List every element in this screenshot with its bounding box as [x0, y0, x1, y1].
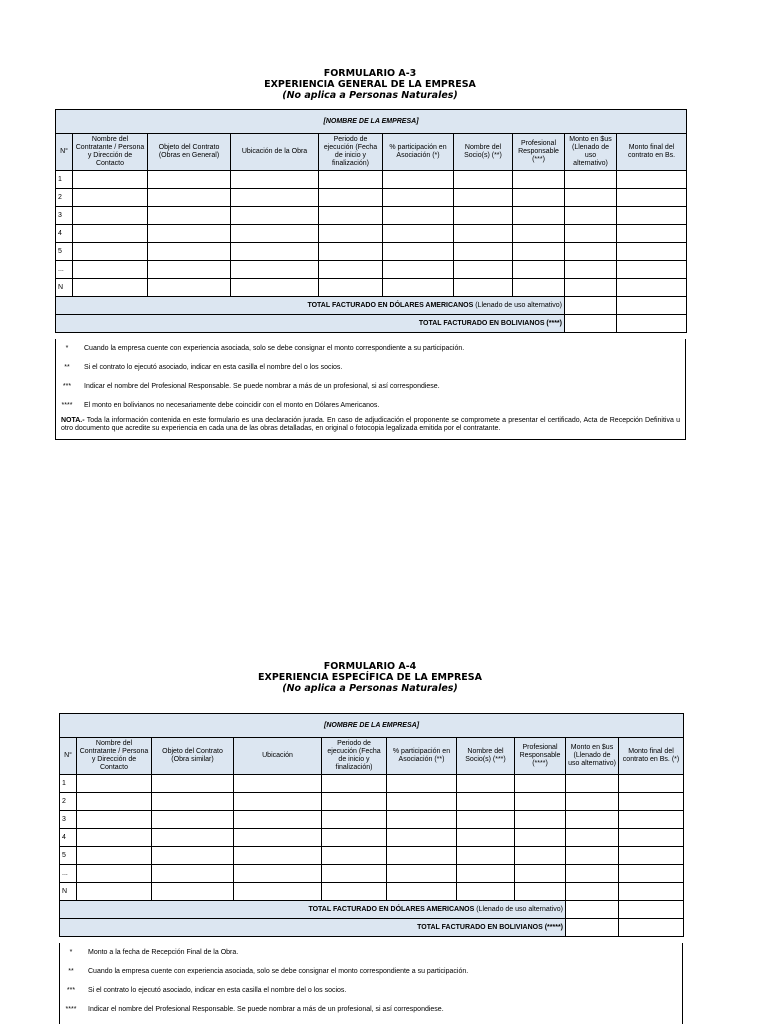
table-cell[interactable] [565, 171, 617, 189]
total-bs-cell[interactable] [619, 919, 684, 937]
col-header: Monto final del contrato en Bs. (*) [619, 738, 684, 775]
table-cell[interactable] [513, 261, 565, 279]
table-row [60, 847, 684, 865]
table-cell[interactable] [566, 829, 619, 847]
form-a3-rows [56, 171, 687, 297]
row-number: 1 [60, 775, 77, 793]
table-row [56, 207, 687, 225]
table-cell[interactable] [617, 243, 687, 261]
row-number: N [60, 883, 77, 901]
form-a4-subtitle: EXPERIENCIA ESPECÍFICA DE LA EMPRESA [258, 672, 482, 683]
table-cell[interactable] [73, 225, 148, 243]
table-cell[interactable] [565, 225, 617, 243]
table-cell[interactable] [148, 207, 231, 225]
table-cell[interactable] [457, 865, 515, 883]
row-number: ... [60, 865, 77, 883]
table-cell[interactable] [322, 775, 387, 793]
col-header: Ubicación de la Obra [231, 134, 319, 171]
form-a4-column-headers [60, 738, 684, 775]
form-a3-column-headers [56, 134, 687, 171]
table-cell[interactable] [454, 207, 513, 225]
table-cell[interactable] [319, 189, 383, 207]
table-cell[interactable] [454, 189, 513, 207]
col-header: Monto en $us (Llenado de uso alternativo) [566, 738, 619, 775]
form-a4-company-name[interactable]: [NOMBRE DE LA EMPRESA] [60, 714, 684, 738]
table-cell[interactable] [148, 189, 231, 207]
row-number: 3 [56, 207, 73, 225]
table-cell[interactable] [617, 171, 687, 189]
col-header: Nombre del Contratante / Persona y Dirección de Contacto [77, 738, 152, 775]
table-cell[interactable] [383, 261, 454, 279]
table-cell[interactable] [515, 883, 566, 901]
table-cell[interactable] [387, 883, 457, 901]
table-row [56, 279, 687, 297]
table-cell[interactable] [73, 279, 148, 297]
table-cell[interactable] [619, 775, 684, 793]
row-number: 2 [56, 189, 73, 207]
table-cell[interactable] [234, 793, 322, 811]
table-cell[interactable] [152, 793, 234, 811]
table-cell[interactable] [457, 811, 515, 829]
table-row [56, 225, 687, 243]
table-cell[interactable] [234, 775, 322, 793]
table-cell[interactable] [152, 883, 234, 901]
form-a3-table [55, 109, 687, 333]
table-cell[interactable] [387, 847, 457, 865]
form-a3-total-usd-row [56, 297, 687, 315]
col-header: Profesional Responsable (***) [513, 134, 565, 171]
col-header: Periodo de ejecución (Fecha de inicio y finalización) [322, 738, 387, 775]
table-cell[interactable] [77, 775, 152, 793]
table-cell[interactable] [513, 207, 565, 225]
table-row [56, 243, 687, 261]
table-cell[interactable] [148, 171, 231, 189]
table-cell[interactable] [457, 847, 515, 865]
table-cell[interactable] [77, 883, 152, 901]
form-a4-table [59, 713, 684, 937]
table-cell[interactable] [73, 171, 148, 189]
col-header: N° [56, 134, 73, 171]
table-cell[interactable] [513, 189, 565, 207]
table-cell[interactable] [152, 847, 234, 865]
table-cell[interactable] [515, 865, 566, 883]
table-row [56, 171, 687, 189]
form-a4-header [0, 661, 740, 694]
table-cell[interactable] [457, 775, 515, 793]
table-cell[interactable] [566, 847, 619, 865]
table-cell[interactable] [387, 829, 457, 847]
table-cell[interactable] [383, 279, 454, 297]
table-cell[interactable] [566, 865, 619, 883]
total-bs-usd-cell[interactable] [566, 919, 619, 937]
table-row [60, 829, 684, 847]
table-cell[interactable] [383, 189, 454, 207]
table-cell[interactable] [148, 279, 231, 297]
table-cell[interactable] [319, 207, 383, 225]
table-cell[interactable] [617, 279, 687, 297]
total-bs-label: TOTAL FACTURADO EN BOLIVIANOS (*****) [60, 919, 566, 937]
form-a3-nota: NOTA.- Toda la información contenida en este formulario es una declaración jurada. En caso de adjudicación el proponente se compromete a presentar el certificado, Acta de Recepción Definitiva u otro documento que acredite su experiencia en cada una de las obras detalladas, en original o fotocopia legalizada emitida por el contratante. [61, 417, 680, 432]
form-a4-rows [60, 775, 684, 901]
table-cell[interactable] [565, 207, 617, 225]
table-cell[interactable] [566, 793, 619, 811]
col-header: Nombre del Contratante / Persona y Dirección de Contacto [73, 134, 148, 171]
table-cell[interactable] [617, 189, 687, 207]
table-cell[interactable] [148, 243, 231, 261]
table-cell[interactable] [73, 261, 148, 279]
table-cell[interactable] [565, 189, 617, 207]
table-cell[interactable] [619, 847, 684, 865]
table-cell[interactable] [77, 847, 152, 865]
table-cell[interactable] [231, 189, 319, 207]
table-cell[interactable] [231, 243, 319, 261]
table-cell[interactable] [454, 243, 513, 261]
row-number: ... [56, 261, 73, 279]
form-a3-total-bs-row [56, 315, 687, 333]
form-a4-total-usd-row [60, 901, 684, 919]
col-header: N° [60, 738, 77, 775]
form-a3-notes: * Cuando la empresa cuente con experiencia asociada, solo se debe consignar el monto correspondiente a su participación. ** Si el contrato lo ejecutó asociado, indicar en esta casilla el nombre del o los socios. *** Indicar el nombre del Profesional Responsable. Se puede nombrar a más de un profesional, si así correspondiese. **** El monto en bolivianos no necesariamente debe coincidir con el monto en Dólares Americanos. NOTA.- Toda la información contenida en este formulario es una declaración jurada. En caso de adjudicación el proponente se compromete a presentar el certificado, Acta de Recepción Definitiva u otro documento que acredite su experiencia en cada una de las obras detalladas, en original o fotocopia legalizada emitida por el contratante. [55, 339, 686, 440]
form-a3-header [0, 68, 740, 101]
table-cell[interactable] [566, 811, 619, 829]
table-cell[interactable] [515, 811, 566, 829]
row-number: 3 [60, 811, 77, 829]
table-cell[interactable] [513, 243, 565, 261]
form-a4-note: (No aplica a Personas Naturales) [282, 683, 458, 694]
table-row [60, 883, 684, 901]
table-cell[interactable] [152, 811, 234, 829]
table-row [56, 189, 687, 207]
table-cell[interactable] [319, 225, 383, 243]
col-header: Nombre del Socio(s) (***) [457, 738, 515, 775]
table-cell[interactable] [387, 793, 457, 811]
table-cell[interactable] [231, 279, 319, 297]
row-number: 1 [56, 171, 73, 189]
table-cell[interactable] [515, 775, 566, 793]
table-cell[interactable] [231, 171, 319, 189]
table-cell[interactable] [566, 775, 619, 793]
table-cell[interactable] [387, 775, 457, 793]
row-number: 4 [60, 829, 77, 847]
form-a3-company-name[interactable]: [NOMBRE DE LA EMPRESA] [56, 110, 687, 134]
col-header: Monto final del contrato en Bs. [617, 134, 687, 171]
table-cell[interactable] [234, 829, 322, 847]
table-cell[interactable] [387, 865, 457, 883]
total-usd-cell[interactable] [565, 297, 617, 315]
table-cell[interactable] [73, 243, 148, 261]
table-cell[interactable] [565, 279, 617, 297]
table-cell[interactable] [319, 171, 383, 189]
total-bs-cell[interactable] [617, 315, 687, 333]
total-bs-usd-cell[interactable] [565, 315, 617, 333]
table-cell[interactable] [387, 811, 457, 829]
table-cell[interactable] [617, 261, 687, 279]
table-row [60, 865, 684, 883]
table-cell[interactable] [383, 207, 454, 225]
table-cell[interactable] [515, 793, 566, 811]
table-cell[interactable] [619, 829, 684, 847]
row-number: 2 [60, 793, 77, 811]
table-cell[interactable] [513, 171, 565, 189]
table-cell[interactable] [231, 225, 319, 243]
table-row [56, 261, 687, 279]
table-cell[interactable] [454, 261, 513, 279]
table-cell[interactable] [319, 279, 383, 297]
form-a4-notes: * Monto a la fecha de Recepción Final de la Obra. ** Cuando la empresa cuente con experiencia asociada, solo se debe consignar el monto correspondiente a su participación. *** Si el contrato lo ejecutó asociado, indicar en esta casilla el nombre del o los socios. **** Indicar el nombre del Profesional Responsable. Se puede nombrar a más de un profesional, si así correspondiese. [59, 943, 683, 1024]
form-a4-total-bs-row [60, 919, 684, 937]
table-cell[interactable] [565, 261, 617, 279]
row-number: N [56, 279, 73, 297]
col-header: Profesional Responsable (****) [515, 738, 566, 775]
table-cell[interactable] [383, 171, 454, 189]
table-cell[interactable] [322, 865, 387, 883]
total-usd-cell[interactable] [566, 901, 619, 919]
table-cell[interactable] [383, 225, 454, 243]
table-row [60, 793, 684, 811]
table-cell[interactable] [617, 225, 687, 243]
table-cell[interactable] [73, 189, 148, 207]
total-usd-label: TOTAL FACTURADO EN DÓLARES AMERICANOS (Llenado de uso alternativo) [60, 901, 566, 919]
table-cell[interactable] [152, 865, 234, 883]
table-cell[interactable] [234, 847, 322, 865]
col-header: Ubicación [234, 738, 322, 775]
table-cell[interactable] [322, 811, 387, 829]
row-number: 4 [56, 225, 73, 243]
table-cell[interactable] [319, 261, 383, 279]
table-cell[interactable] [566, 883, 619, 901]
table-cell[interactable] [234, 811, 322, 829]
table-cell[interactable] [454, 279, 513, 297]
col-header: Periodo de ejecución (Fecha de inicio y finalización) [319, 134, 383, 171]
table-row [60, 811, 684, 829]
total-usd-label: TOTAL FACTURADO EN DÓLARES AMERICANOS (Llenado de uso alternativo) [56, 297, 565, 315]
total-usd-bs-cell[interactable] [617, 297, 687, 315]
table-cell[interactable] [73, 207, 148, 225]
table-cell[interactable] [617, 207, 687, 225]
table-cell[interactable] [515, 847, 566, 865]
table-cell[interactable] [619, 883, 684, 901]
table-cell[interactable] [619, 865, 684, 883]
table-cell[interactable] [457, 883, 515, 901]
table-cell[interactable] [152, 829, 234, 847]
table-cell[interactable] [152, 775, 234, 793]
table-cell[interactable] [383, 243, 454, 261]
table-cell[interactable] [515, 829, 566, 847]
table-cell[interactable] [454, 225, 513, 243]
table-cell[interactable] [457, 829, 515, 847]
table-cell[interactable] [322, 829, 387, 847]
total-bs-label: TOTAL FACTURADO EN BOLIVIANOS (****) [56, 315, 565, 333]
table-row [60, 775, 684, 793]
table-cell[interactable] [513, 225, 565, 243]
table-cell[interactable] [619, 811, 684, 829]
total-usd-bs-cell[interactable] [619, 901, 684, 919]
table-cell[interactable] [454, 171, 513, 189]
table-cell[interactable] [565, 243, 617, 261]
col-header: Nombre del Socio(s) (**) [454, 134, 513, 171]
table-cell[interactable] [319, 243, 383, 261]
table-cell[interactable] [77, 865, 152, 883]
form-a3-title: FORMULARIO A-3 [323, 68, 417, 79]
col-header: Objeto del Contrato (Obra similar) [152, 738, 234, 775]
table-cell[interactable] [231, 261, 319, 279]
form-a3-subtitle: EXPERIENCIA GENERAL DE LA EMPRESA [264, 79, 476, 90]
col-header: Objeto del Contrato (Obras en General) [148, 134, 231, 171]
table-cell[interactable] [77, 829, 152, 847]
col-header: Monto en $us (Llenado de uso alternativo) [565, 134, 617, 171]
table-cell[interactable] [77, 793, 152, 811]
table-cell[interactable] [231, 207, 319, 225]
table-cell[interactable] [77, 811, 152, 829]
table-cell[interactable] [148, 261, 231, 279]
col-header: % participación en Asociación (**) [387, 738, 457, 775]
table-cell[interactable] [619, 793, 684, 811]
row-number: 5 [60, 847, 77, 865]
form-a4-title: FORMULARIO A-4 [323, 661, 417, 672]
row-number: 5 [56, 243, 73, 261]
col-header: % participación en Asociación (*) [383, 134, 454, 171]
form-a3-note: (No aplica a Personas Naturales) [282, 90, 458, 101]
table-cell[interactable] [457, 793, 515, 811]
table-cell[interactable] [322, 847, 387, 865]
table-cell[interactable] [234, 865, 322, 883]
table-cell[interactable] [513, 279, 565, 297]
table-cell[interactable] [148, 225, 231, 243]
table-cell[interactable] [234, 883, 322, 901]
table-cell[interactable] [322, 793, 387, 811]
table-cell[interactable] [322, 883, 387, 901]
